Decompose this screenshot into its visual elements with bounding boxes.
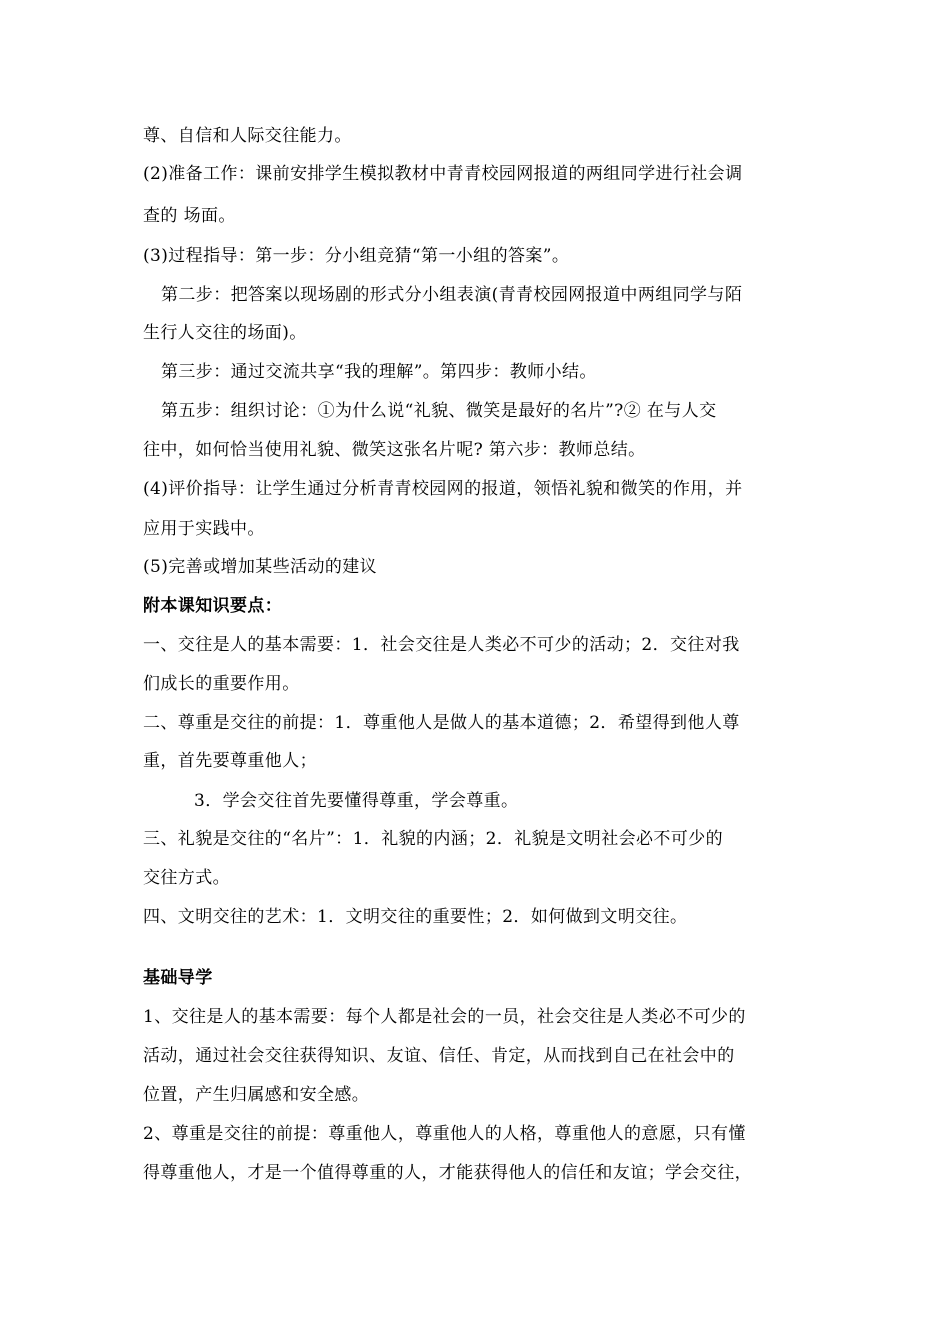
- text-line: 交往方式。: [143, 868, 230, 888]
- text-line: 得尊重他人，才是一个值得尊重的人，才能获得他人的信任和友谊；学会交往，: [143, 1163, 752, 1183]
- text-line: 三、礼貌是交往的“名片”：1．礼貌的内涵；2．礼貌是文明社会必不可少的: [143, 829, 724, 849]
- text-line: 第五步：组织讨论：①为什么说“礼貌、微笑是最好的名片”?② 在与人交: [161, 401, 717, 421]
- section-heading: 附本课知识要点：: [143, 596, 283, 616]
- text-line: (3)过程指导：第一步：分小组竞猜“第一小组的答案”。: [143, 246, 570, 266]
- text-line: 生行人交往的场面)。: [143, 323, 307, 343]
- text-line: 第三步：通过交流共享“我的理解”。第四步：教师小结。: [161, 362, 597, 382]
- text-line: 往中，如何恰当使用礼貌、微笑这张名片呢? 第六步：教师总结。: [143, 440, 646, 460]
- text-line: 四、文明交往的艺术：1．文明交往的重要性；2．如何做到文明交往。: [143, 907, 688, 927]
- text-line: (4)评价指导：让学生通过分析青青校园网的报道，领悟礼貌和微笑的作用，并: [143, 479, 743, 499]
- text-line: 尊、自信和人际交往能力。: [143, 126, 352, 146]
- text-line: (5)完善或增加某些活动的建议: [143, 557, 378, 577]
- text-line: 一、交往是人的基本需要：1．社会交往是人类必不可少的活动；2．交往对我: [143, 635, 740, 655]
- text-line: 2、尊重是交往的前提：尊重他人，尊重他人的人格，尊重他人的意愿，只有懂: [143, 1124, 746, 1144]
- section-heading: 基础导学: [143, 968, 213, 988]
- text-line: 们成长的重要作用。: [143, 674, 300, 694]
- text-line: 二、尊重是交往的前提：1．尊重他人是做人的基本道德；2．希望得到他人尊: [143, 713, 740, 733]
- text-line: 重，首先要尊重他人；: [143, 751, 317, 771]
- text-line: 查的 场面。: [143, 206, 236, 226]
- text-line: 1、交往是人的基本需要：每个人都是社会的一员，社会交往是人类必不可少的: [143, 1007, 746, 1027]
- text-line: 第二步：把答案以现场剧的形式分小组表演(青青校园网报道中两组同学与陌: [161, 285, 743, 305]
- text-line: (2)准备工作：课前安排学生模拟教材中青青校园网报道的两组同学进行社会调: [143, 164, 743, 184]
- text-line: 活动，通过社会交往获得知识、友谊、信任、肯定，从而找到自己在社会中的: [143, 1046, 735, 1066]
- text-line: 位置，产生归属感和安全感。: [143, 1085, 370, 1105]
- text-line: 应用于实践中。: [143, 519, 265, 539]
- text-line: 3．学会交往首先要懂得尊重，学会尊重。: [194, 791, 519, 811]
